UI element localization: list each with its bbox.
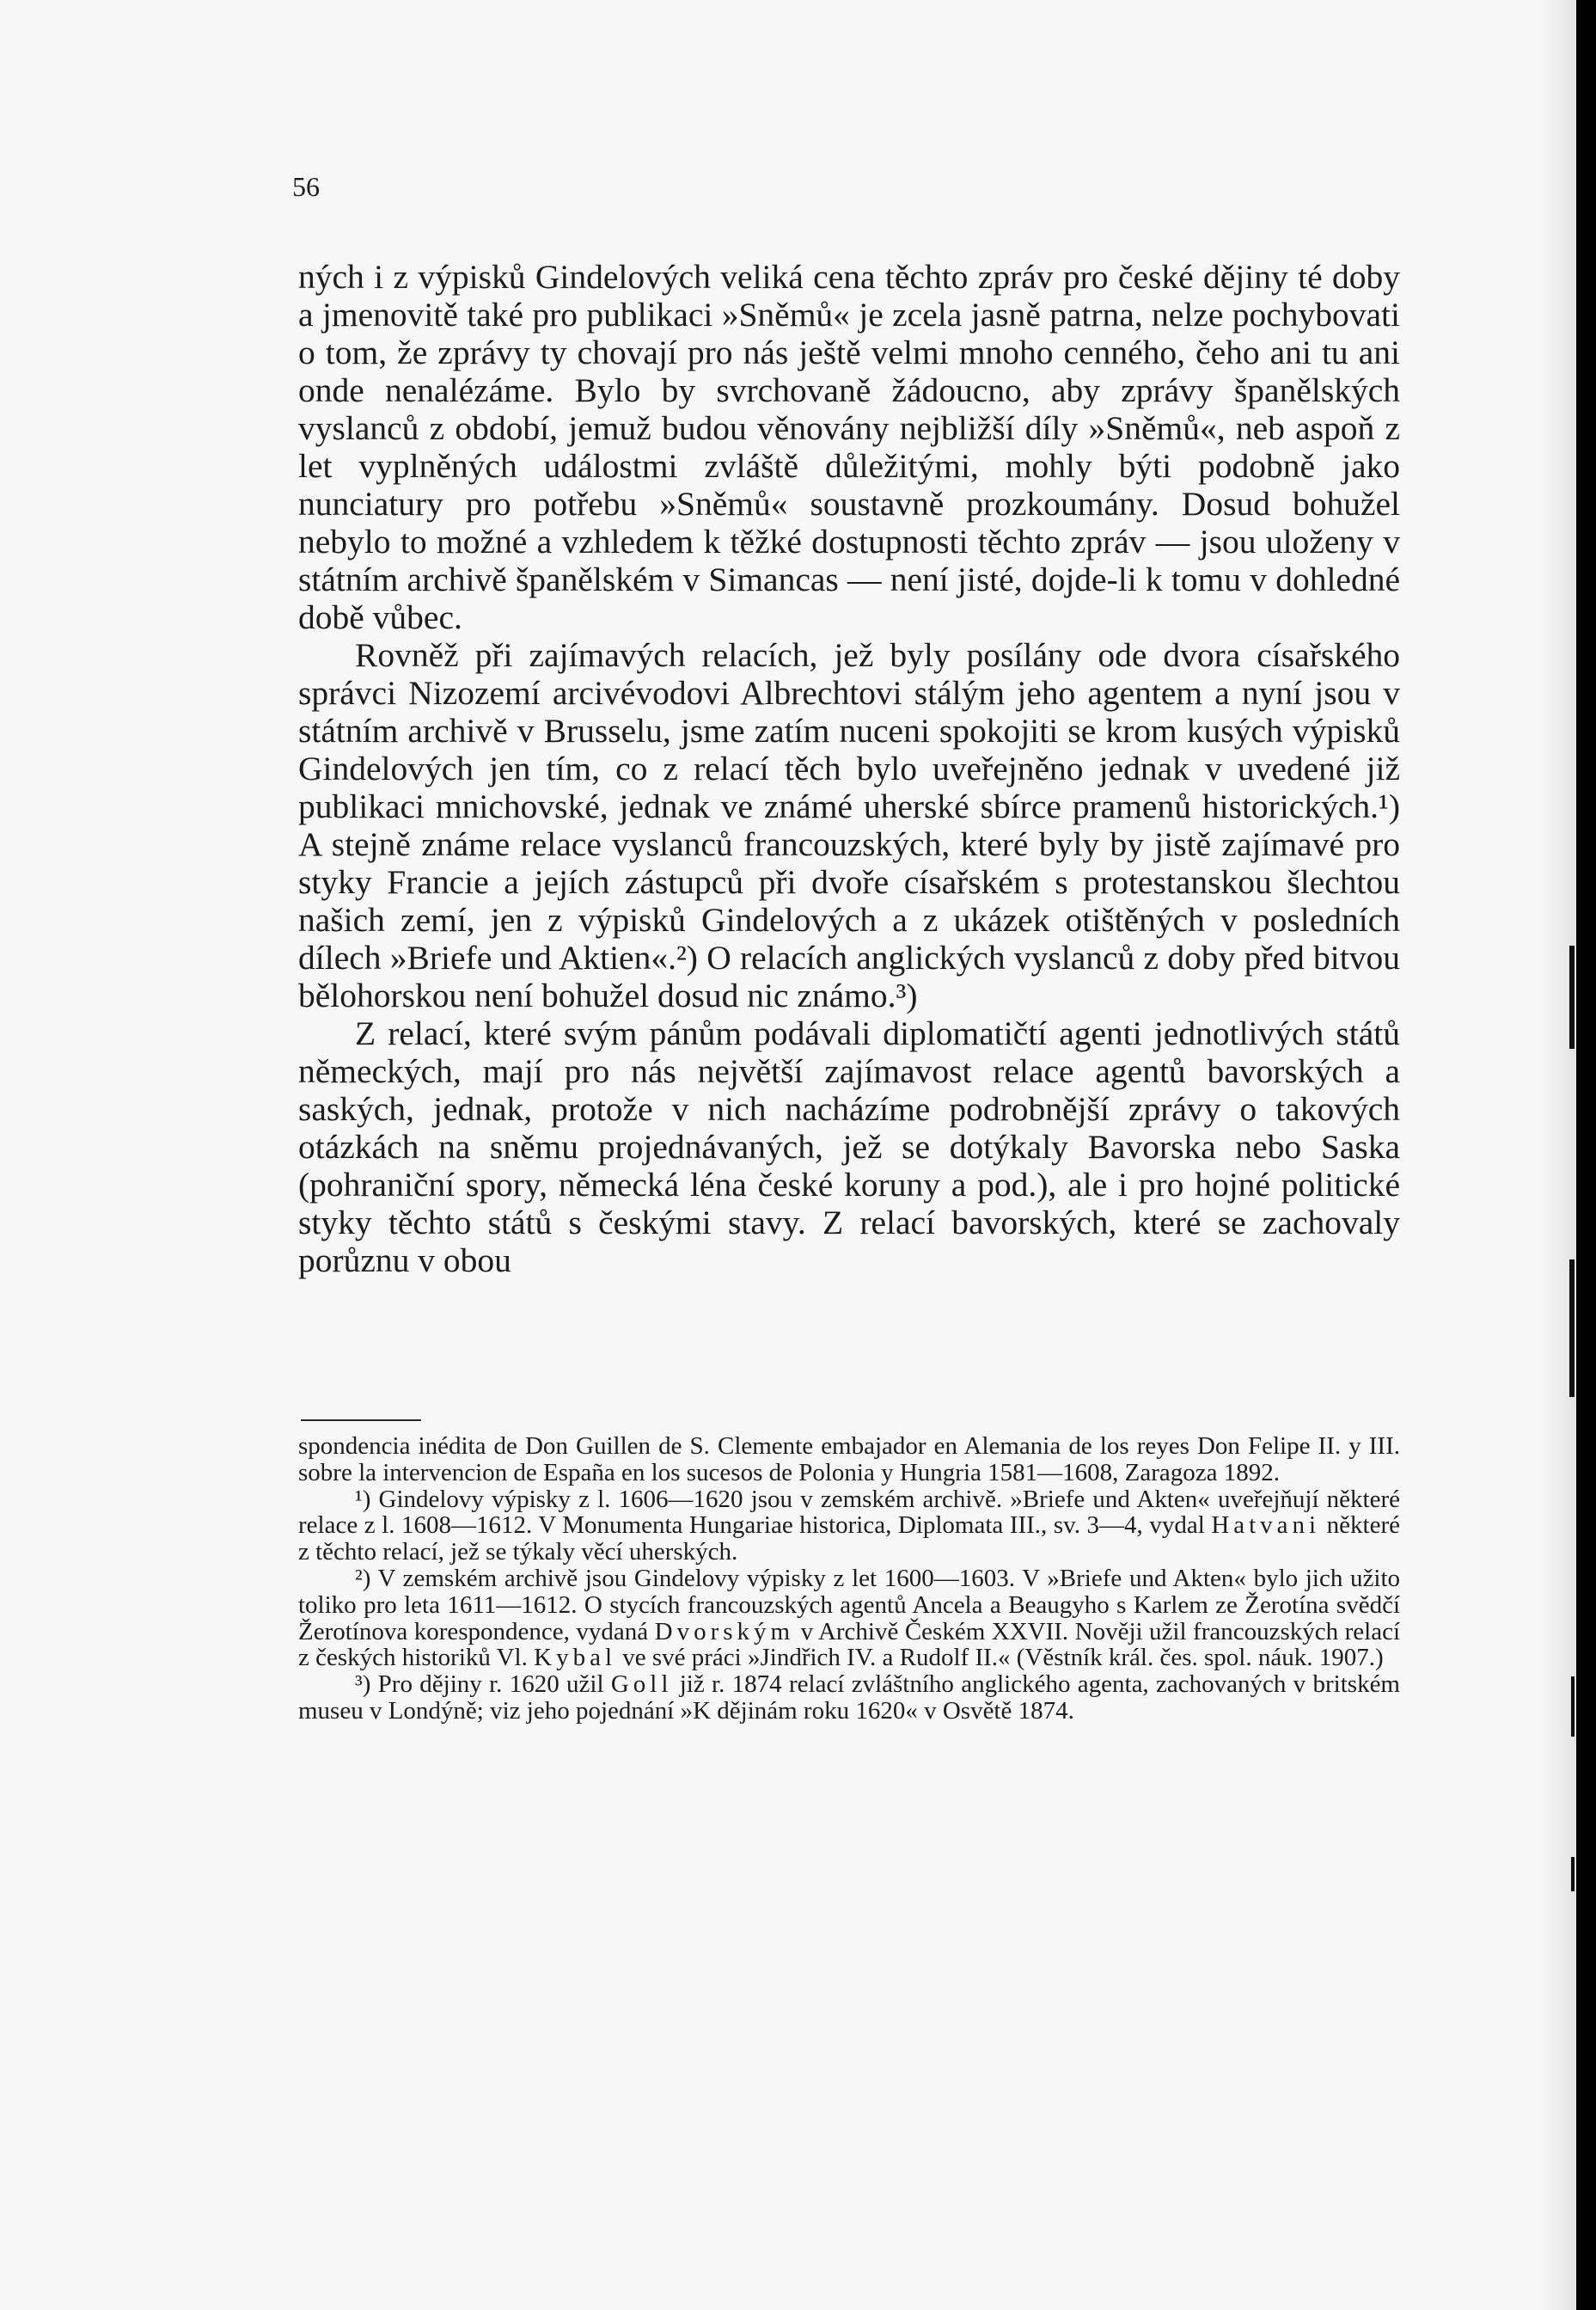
page-number: 56	[292, 171, 320, 202]
scan-artifact-mark	[1569, 946, 1575, 1049]
paragraph-1: ných i z výpisků Gindelových veliká cena těchto zpráv pro české dějiny té doby a jmenovitě také pro publikaci »Sněmů« je zcela jasně patrna, nelze pochybovati o tom, že zprávy ty chovají pro nás ještě velmi mnoho cenného, čeho ani tu ani onde nenalézáme. Bylo by svrchovaně žádoucno, aby zprávy španělských vyslanců z období, jemuž budou věnovány nejbližší díly »Sněmů«, neb aspoň z let vyplněných událostmi zvláště důležitými, mohly býti podobně jako nunciatury pro potřebu »Sněmů« soustavně prozkoumány. Dosud bohužel nebylo to možné a vzhledem k těžké dostupnosti těchto zpráv — jsou uloženy v státním archivě španělském v Simancas — není jisté, dojde-li k tomu v dohledné době vůbec.	[298, 258, 1400, 636]
scan-artifact-mark	[1569, 1259, 1575, 1397]
footnote-2-author-1: Dvorským	[654, 1617, 795, 1645]
paragraph-2: Rovněž při zajímavých relacích, jež byly posílány ode dvora císařského správci Nizozemí arcivévodovi Albrechtovi stálým jeho agentem a nyní jsou v státním archivě v Brusselu, jsme zatím nuceni spokojiti se krom kusých výpisků Gindelových jen tím, co z relací těch bylo uveřejněno jednak v uvedené již publikaci mnichovské, jednak ve známé uherské sbírce pramenů historických.¹) A stejně známe relace vyslanců francouzských, které byly by jistě zajímavé pro styky Francie a jejích zástupců při dvoře císařském s protestanskou šlechtou našich zemí, jen z výpisků Gindelových a z ukázek otištěných v posledních dílech »Briefe und Aktien«.²) O relacích anglických vyslanců z doby před bitvou bělohorskou není bohužel dosud nic známo.³)	[298, 636, 1400, 1014]
footnote-3	[298, 1671, 1400, 1725]
footnote-1-text-a: ¹) Gindelovy výpisky z l. 1606—1620 jsou v zemském archivě. »Briefe und Akten« uveřejňují některé relace z l. 1608—1612. V Monumenta Hungariae historica, Diplomata III., sv. 3—4, vydal	[298, 1485, 1400, 1540]
footnote-continuation: spondencia inédita de Don Guillen de S. Clemente embajador en Alemania de los reyes Don Felipe II. y III. sobre la intervencion de España en los sucesos de Polonia y Hungria 1581—1608, Zaragoza 1892.	[298, 1432, 1400, 1486]
footnote-3-text-b: již r. 1874 relací zvláštního anglického agenta, zachovaných v britském museu v Londýně; viz jeho pojednání »K dějinám roku 1620« v Osvětě 1874.	[298, 1670, 1400, 1725]
footnote-2-text-b: v Archivě Českém XXVII. Nověji užil francouzských relací z českých historiků Vl.	[298, 1617, 1400, 1672]
footnote-2	[298, 1566, 1400, 1671]
footnote-2-text-a: ²) V zemském archivě jsou Gindelovy výpisky z let 1600—1603. V »Briefe und Akten« bylo jich užito toliko pro leta 1611—1612. O stycích francouzských agentů Ancela a Beaugyho s Karlem ze Žerotína svědčí Žerotínova korespondence, vydaná	[298, 1564, 1400, 1645]
footnote-3-author: Goll	[610, 1670, 673, 1699]
paragraph-3: Z relací, které svým pánům podávali diplomatičtí agenti jednotlivých států německých, mají pro nás největší zajímavost relace agentů bavorských a saských, jednak, protože v nich nacházíme podrobnější zprávy o takových otázkách na sněmu projednávaných, jež se dotýkaly Bavorska nebo Saska (pohraniční spory, německá léna české koruny a pod.), ale i pro hojné politické styky těchto států s českými stavy. Z relací bavorských, které se zachovaly porůznu v obou	[298, 1014, 1400, 1279]
footnote-2-author-2: Kybal	[534, 1644, 616, 1672]
footnote-1	[298, 1486, 1400, 1566]
footnote-2-text-c: ve své práci »Jindřich IV. a Rudolf II.« (Věstník král. čes. spol. náuk. 1907.)	[616, 1644, 1384, 1672]
footnote-1-author: Hatvani	[1211, 1511, 1321, 1540]
main-text	[298, 258, 1400, 1279]
footnote-1-text-b: některé z těchto relací, jež se týkaly věcí uherských.	[298, 1511, 1400, 1566]
scan-artifact-mark	[1571, 1676, 1575, 1737]
footnote-3-text-a: ³) Pro dějiny r. 1620 užil	[355, 1670, 611, 1699]
scan-artifact-mark	[1571, 1857, 1575, 1891]
footnotes	[298, 1433, 1400, 1725]
footnote-separator	[301, 1419, 421, 1421]
page-edge-shadow	[1538, 0, 1576, 2310]
